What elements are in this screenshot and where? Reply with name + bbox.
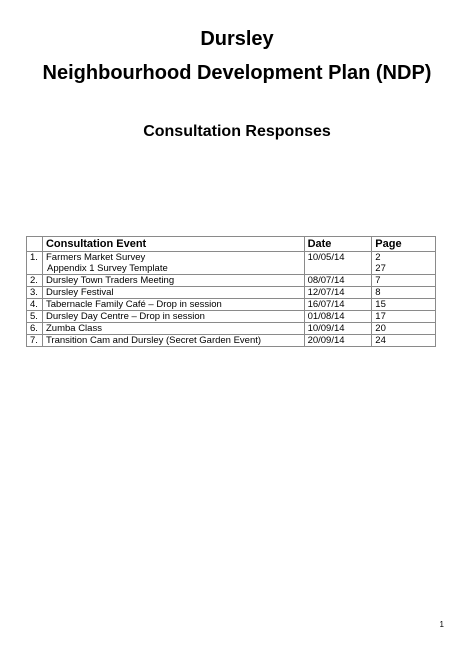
row-number: 6. — [27, 323, 43, 335]
row-event: Dursley Day Centre – Drop in session — [42, 311, 304, 323]
row-number: 4. — [27, 299, 43, 311]
table-row — [27, 252, 436, 275]
row-event — [42, 252, 304, 275]
header-page: Page — [372, 237, 436, 252]
row-event-line: Appendix 1 Survey Template — [46, 263, 168, 274]
header-number — [27, 237, 43, 252]
row-event: Tabernacle Family Café – Drop in session — [42, 299, 304, 311]
page-number: 1 — [439, 620, 444, 629]
table-row — [27, 311, 436, 323]
table-row — [27, 299, 436, 311]
table-row — [27, 323, 436, 335]
row-page: 15 — [372, 299, 436, 311]
row-event: Dursley Festival — [42, 287, 304, 299]
row-date: 20/09/14 — [304, 335, 372, 347]
row-date: 10/05/14 — [304, 252, 372, 275]
row-event: Zumba Class — [42, 323, 304, 335]
row-page: 17 — [372, 311, 436, 323]
row-date: 08/07/14 — [304, 275, 372, 287]
section-heading: Consultation Responses — [143, 123, 331, 140]
row-date: 16/07/14 — [304, 299, 372, 311]
row-page: 7 — [372, 275, 436, 287]
contents-table — [26, 236, 436, 347]
header-date: Date — [304, 237, 372, 252]
document-title: Dursley — [200, 28, 274, 50]
row-date: 10/09/14 — [304, 323, 372, 335]
row-event: Transition Cam and Dursley (Secret Garden Event) — [42, 335, 304, 347]
row-date: 01/08/14 — [304, 311, 372, 323]
row-page: 20 — [372, 323, 436, 335]
row-date: 12/07/14 — [304, 287, 372, 299]
row-event-line: Farmers Market Survey — [45, 252, 146, 263]
row-event: Dursley Town Traders Meeting — [42, 275, 304, 287]
table-row — [27, 287, 436, 299]
table-row — [27, 335, 436, 347]
row-number: 1. — [27, 252, 43, 275]
table-header-row — [27, 237, 436, 252]
row-number: 7. — [27, 335, 43, 347]
row-page: 8 — [372, 287, 436, 299]
row-number: 2. — [27, 275, 43, 287]
row-page-line: 27 — [375, 263, 386, 274]
document-subtitle: Neighbourhood Development Plan (NDP) — [42, 62, 432, 84]
row-page: 24 — [372, 335, 436, 347]
row-page — [372, 252, 436, 275]
row-number: 5. — [27, 311, 43, 323]
table-row — [27, 275, 436, 287]
header-event: Consultation Event — [42, 237, 304, 252]
row-number: 3. — [27, 287, 43, 299]
row-page-line: 2 — [375, 252, 381, 263]
